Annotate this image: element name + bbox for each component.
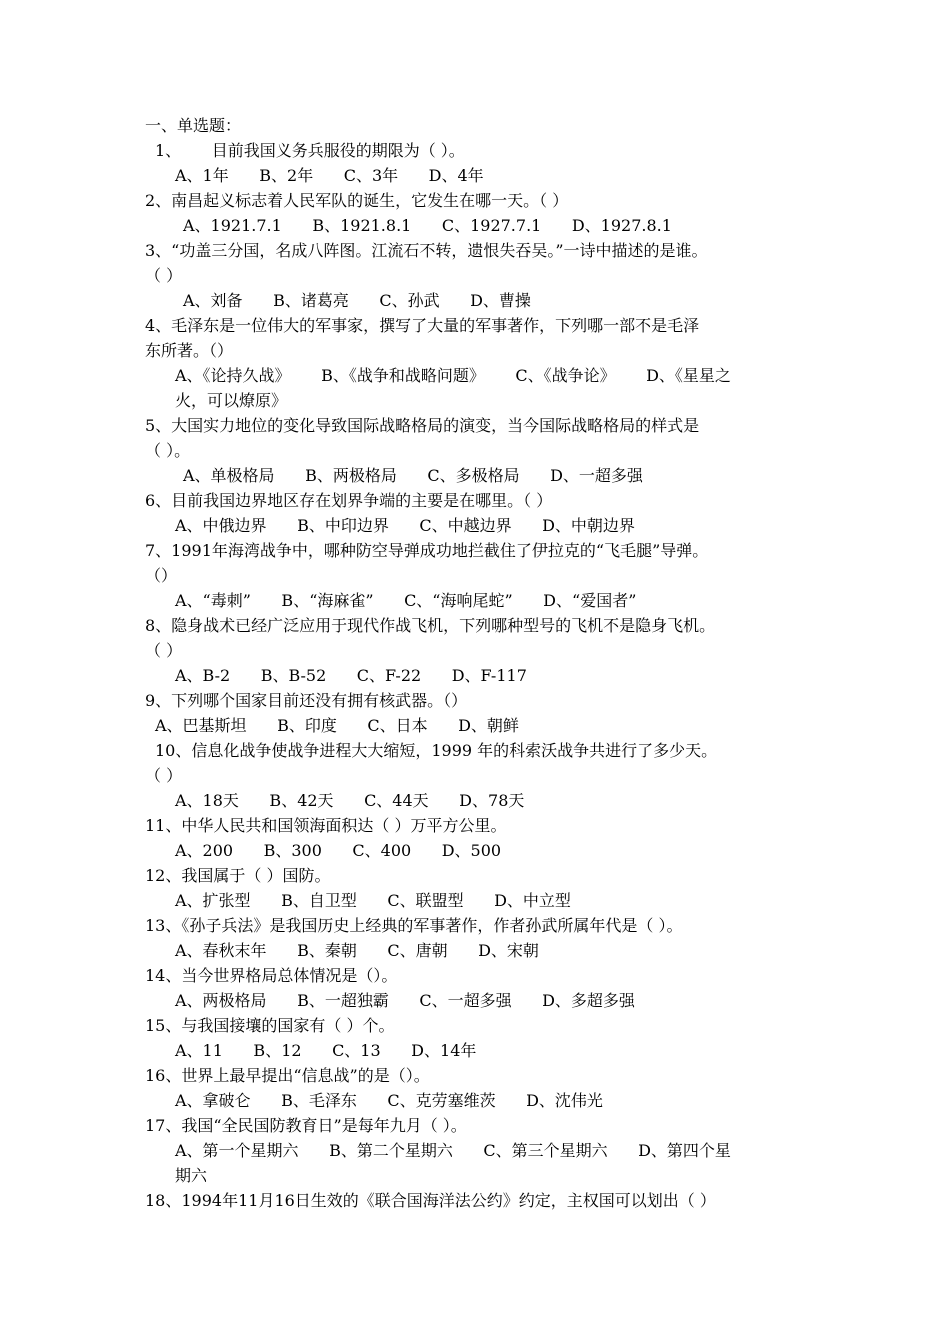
text-line: A、《论持久战》 B、《战争和战略问题》 C、《战争论》 D、《星星之 — [175, 366, 731, 385]
text-line: A、春秋末年 B、秦朝 C、唐朝 D、宋朝 — [175, 941, 539, 960]
text-line: 9、下列哪个国家目前还没有拥有核武器。（） — [145, 691, 468, 710]
text-line: A、扩张型 B、自卫型 C、联盟型 D、中立型 — [175, 891, 571, 910]
text-line: A、“毒刺” B、“海麻雀” C、“海响尾蛇” D、“爱国者” — [175, 591, 637, 610]
text-line: 15、与我国接壤的国家有（ ）个。 — [145, 1016, 395, 1035]
text-line: 13、《孙子兵法》是我国历史上经典的军事著作，作者孙武所属年代是（ ）。 — [145, 916, 683, 935]
text-line: （） — [145, 566, 178, 585]
text-line: A、1年 B、2年 C、3年 D、4年 — [175, 166, 484, 185]
text-line: （ ） — [145, 766, 183, 785]
text-line: A、巴基斯坦 B、印度 C、日本 D、朝鲜 — [155, 716, 519, 735]
text-line: 12、我国属于（ ）国防。 — [145, 866, 331, 885]
text-line: A、B-2 B、B-52 C、F-22 D、F-117 — [175, 666, 527, 685]
text-line: 17、我国“全民国防教育日”是每年九月（ ）。 — [145, 1116, 467, 1135]
text-line: A、拿破仑 B、毛泽东 C、克劳塞维茨 D、沈伟光 — [175, 1091, 603, 1110]
text-line: 16、世界上最早提出“信息战”的是（）。 — [145, 1066, 430, 1085]
text-line: A、两极格局 B、一超独霸 C、一超多强 D、多超多强 — [175, 991, 635, 1010]
section-title: 一、单选题： — [145, 116, 242, 135]
text-line: 5、大国实力地位的变化导致国际战略格局的演变，当今国际战略格局的样式是 — [145, 416, 700, 435]
text-line: A、1921.7.1 B、1921.8.1 C、1927.7.1 D、1927.8.1 — [183, 216, 672, 235]
text-line: （ ） — [145, 641, 183, 660]
text-line: 10、信息化战争使战争进程大大缩短，1999 年的科索沃战争共进行了多少天。 — [155, 741, 718, 760]
text-line: A、单极格局 B、两极格局 C、多极格局 D、一超多强 — [183, 466, 643, 485]
text-line: （ ）。 — [145, 441, 191, 460]
text-line: 3、“功盖三分国，名成八阵图。江流石不转，遗恨失吞吴。”一诗中描述的是谁。 — [145, 241, 708, 260]
text-line: A、18天 B、42天 C、44天 D、78天 — [175, 791, 525, 810]
text-line: 2、南昌起义标志着人民军队的诞生，它发生在哪一天。（ ） — [145, 191, 569, 210]
text-line: 11、中华人民共和国领海面积达（ ）万平方公里。 — [145, 816, 507, 835]
text-line: 18、1994年11月16日生效的《联合国海洋法公约》约定，主权国可以划出（ ） — [145, 1191, 716, 1210]
text-line: 1、 目前我国义务兵服役的期限为（ ）。 — [155, 141, 465, 160]
text-line: 4、毛泽东是一位伟大的军事家，撰写了大量的军事著作，下列哪一部不是毛泽 — [145, 316, 700, 335]
text-line: A、11 B、12 C、13 D、14年 — [175, 1041, 477, 1060]
text-line: A、200 B、300 C、400 D、500 — [175, 841, 502, 860]
text-line: 7、1991年海湾战争中，哪种防空导弹成功地拦截住了伊拉克的“飞毛腿”导弹。 — [145, 541, 709, 560]
text-line: 火，可以燎原》 — [175, 391, 288, 410]
text-line: （ ） — [145, 266, 183, 285]
text-line: 8、隐身战术已经广泛应用于现代作战飞机，下列哪种型号的飞机不是隐身飞机。 — [145, 616, 716, 635]
text-line: 东所著。（） — [145, 341, 234, 360]
text-line: A、中俄边界 B、中印边界 C、中越边界 D、中朝边界 — [175, 516, 635, 535]
text-line: 6、目前我国边界地区存在划界争端的主要是在哪里。（ ） — [145, 491, 553, 510]
text-line: 期六 — [175, 1166, 208, 1185]
text-line: 14、当今世界格局总体情况是（）。 — [145, 966, 398, 985]
text-line: A、刘备 B、诸葛亮 C、孙武 D、曹操 — [183, 291, 531, 310]
text-line: A、第一个星期六 B、第二个星期六 C、第三个星期六 D、第四个星 — [175, 1141, 731, 1160]
